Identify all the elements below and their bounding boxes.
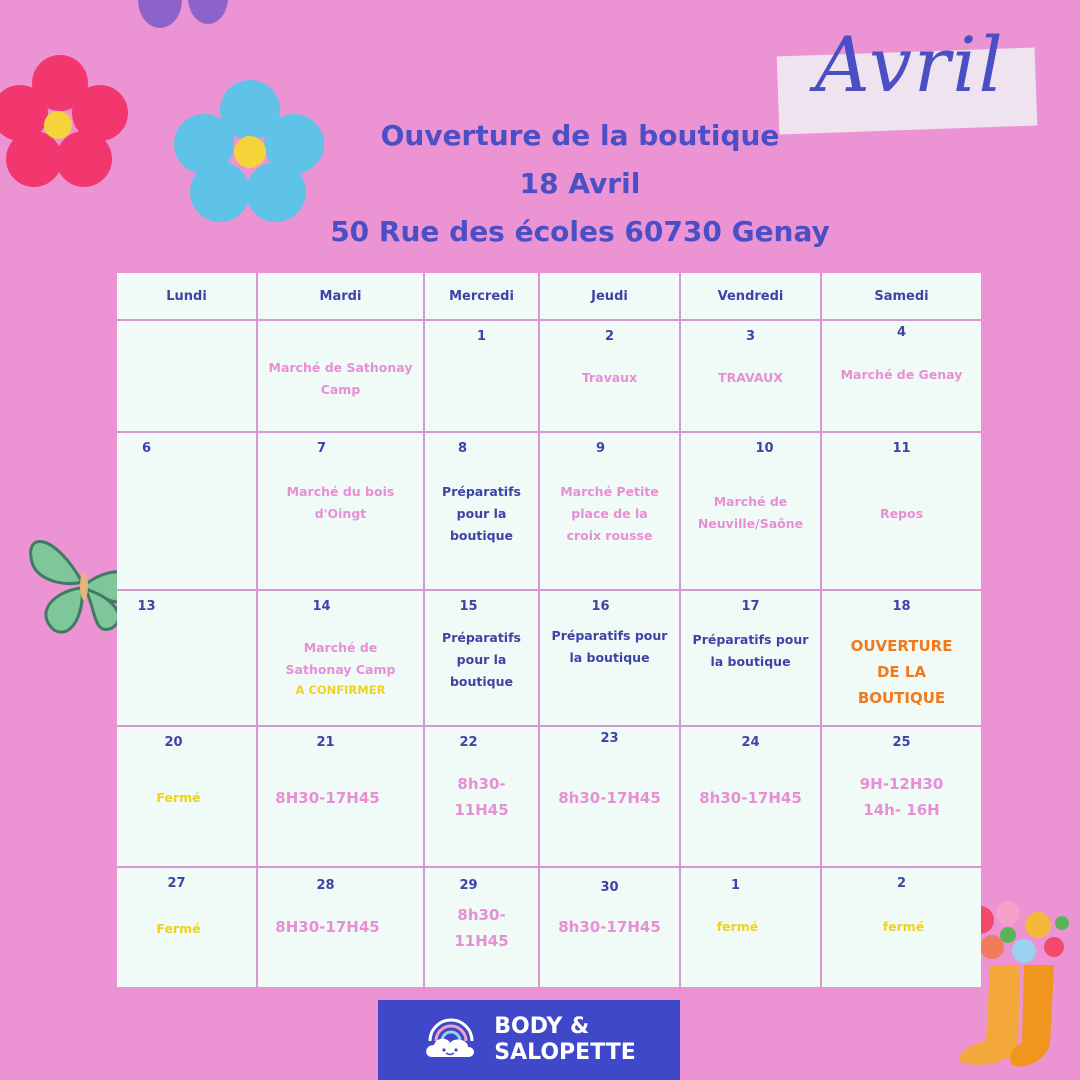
day-cell <box>822 727 981 868</box>
day-number: 2 <box>604 329 615 344</box>
day-cell <box>258 591 425 727</box>
day-cell <box>540 321 681 433</box>
event-text: Marché du bois d'Oingt <box>286 484 395 521</box>
event-text: Marché Petite place de la croix rousse <box>560 484 659 543</box>
day-cell <box>822 591 981 727</box>
day-number: 28 <box>316 878 335 893</box>
event-text: Préparatifs pour la boutique <box>692 632 809 669</box>
day-header-vendredi: Vendredi <box>681 273 822 321</box>
purple-flower-icon <box>120 0 240 60</box>
event-text: 8h30-17H45 <box>558 918 661 936</box>
event-note: A CONFIRMER <box>295 683 386 697</box>
event-text: TRAVAUX <box>718 370 783 385</box>
day-cell <box>540 727 681 868</box>
day-header-samedi: Samedi <box>822 273 981 321</box>
rainbow-cloud-icon <box>422 1017 480 1063</box>
day-cell <box>681 433 822 591</box>
event-text: 9H-12H30 14h- 16H <box>859 775 944 819</box>
day-cell <box>425 868 540 987</box>
day-header-mardi: Mardi <box>258 273 425 321</box>
event-text: Préparatifs pour la boutique <box>442 630 521 689</box>
day-number: 24 <box>741 735 760 750</box>
event-text: Marché de Neuville/Saône <box>697 494 804 531</box>
day-number: 21 <box>316 735 335 750</box>
day-number: 4 <box>896 325 907 340</box>
day-cell <box>540 433 681 591</box>
brand-name-line-1: BODY & <box>494 1014 590 1039</box>
event-text: Marché de Sathonay Camp <box>268 360 413 397</box>
day-cell <box>117 868 258 987</box>
month-title: Avril <box>815 20 1005 109</box>
day-number: 6 <box>141 441 152 456</box>
day-number: 11 <box>892 441 911 456</box>
event-text: 8h30-17H45 <box>699 789 802 807</box>
day-number: 20 <box>164 735 183 750</box>
day-cell <box>822 321 981 433</box>
event-text: Travaux <box>581 370 638 385</box>
day-header-mercredi: Mercredi <box>425 273 540 321</box>
day-cell <box>681 727 822 868</box>
day-number: 23 <box>600 731 619 746</box>
event-text: 8h30-11H45 <box>454 906 509 950</box>
day-number: 18 <box>892 599 911 614</box>
day-cell <box>117 433 258 591</box>
event-text: Marché de Sathonay Camp <box>285 640 396 677</box>
brand-logo <box>378 1000 680 1080</box>
title-line-1: Ouverture de la boutique <box>380 119 780 152</box>
day-number: 3 <box>745 329 756 344</box>
page-title <box>290 112 870 256</box>
title-line-3: 50 Rue des écoles 60730 Genay <box>330 215 830 248</box>
day-cell <box>425 321 540 433</box>
day-number: 7 <box>316 441 327 456</box>
day-number: 17 <box>741 599 760 614</box>
day-number: 22 <box>459 735 478 750</box>
event-text: Préparatifs pour la boutique <box>551 628 668 665</box>
event-text: Repos <box>879 506 924 521</box>
day-cell <box>258 868 425 987</box>
event-text: 8H30-17H45 <box>275 789 380 807</box>
event-text: Fermé <box>156 790 201 805</box>
day-number: 25 <box>892 735 911 750</box>
brand-name-line-2: SALOPETTE <box>494 1040 636 1065</box>
day-cell <box>258 727 425 868</box>
day-header-lundi: Lundi <box>117 273 258 321</box>
event-text: Préparatifs pour la boutique <box>442 484 521 543</box>
day-cell <box>258 321 425 433</box>
day-number: 14 <box>312 599 331 614</box>
day-cell <box>117 321 258 433</box>
day-number: 2 <box>896 876 907 891</box>
red-flower-icon <box>0 55 140 195</box>
day-header-jeudi: Jeudi <box>540 273 681 321</box>
day-number: 16 <box>591 599 610 614</box>
day-cell <box>117 727 258 868</box>
event-text: 8h30-11H45 <box>454 775 509 819</box>
day-number: 8 <box>457 441 468 456</box>
day-number: 29 <box>459 878 478 893</box>
event-text: fermé <box>716 919 759 934</box>
day-cell <box>425 433 540 591</box>
day-number: 1 <box>730 878 741 893</box>
day-number: 27 <box>167 876 186 891</box>
day-cell <box>681 321 822 433</box>
title-line-2: 18 Avril <box>519 167 641 200</box>
day-cell <box>117 591 258 727</box>
day-cell <box>425 727 540 868</box>
day-number: 30 <box>600 880 619 895</box>
day-cell <box>540 868 681 987</box>
day-number: 10 <box>755 441 774 456</box>
event-text: Marché de Genay <box>840 367 963 382</box>
event-text: 8H30-17H45 <box>275 918 380 936</box>
day-number: 13 <box>137 599 156 614</box>
day-cell <box>822 868 981 987</box>
day-number: 15 <box>459 599 478 614</box>
day-number: 9 <box>595 441 606 456</box>
event-text: fermé <box>882 919 925 934</box>
day-cell <box>258 433 425 591</box>
day-cell <box>822 433 981 591</box>
day-cell <box>540 591 681 727</box>
event-text: Fermé <box>156 921 201 936</box>
event-text: OUVERTURE DE LA BOUTIQUE <box>850 637 953 707</box>
event-text: 8h30-17H45 <box>558 789 661 807</box>
brand-name <box>494 1014 636 1066</box>
day-cell <box>425 591 540 727</box>
day-number: 1 <box>476 329 487 344</box>
day-cell <box>681 591 822 727</box>
calendar-grid <box>117 273 981 987</box>
day-cell <box>681 868 822 987</box>
